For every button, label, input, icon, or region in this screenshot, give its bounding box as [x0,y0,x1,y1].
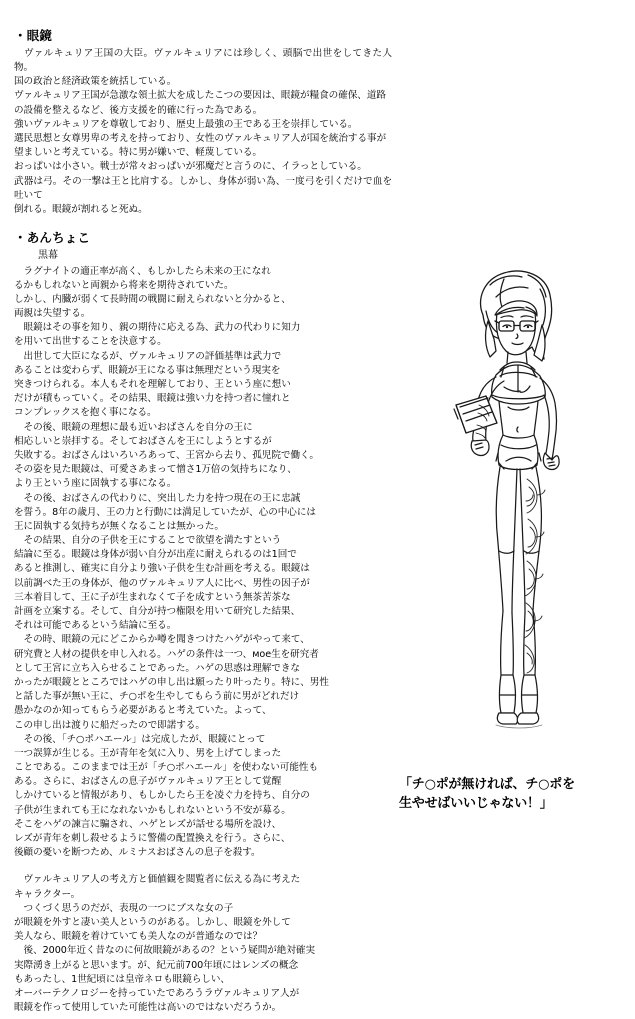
paragraph-line: 突きつけられる。本人もそれを理解しており、王という座に想い [14,379,291,390]
section-spacer [14,864,392,873]
paragraph-line: より王という座に固執する事になる。 [14,478,177,490]
paragraph-line: 失敗する。おばさんはいろいろあって、王宮から去り、孤児院で働く。 [14,449,319,461]
paragraph-line: 望ましいと考えている。特に男が嫌いで、軽蔑している。 [14,147,262,159]
paragraph-line: オーバーテクノロジーを持っていたであろうラヴァルキュリア人が [14,987,300,999]
paragraph-line: この申し出は渡りに船だったので即諾する。 [14,719,205,731]
paragraph-line: として王宮に立ち入らせることであった。ハゲの思惑は理解できな [14,662,300,674]
paragraph-line: それは可能であるという結論に至る。 [14,620,177,632]
paragraph-line: その姿を見た眼鏡は、可愛さあまって憎さ1万倍の気持ちになり、 [14,464,297,476]
paragraph-line: レズが青年を刺し殺せるように警備の配置換えを行う。さらに、 [14,833,291,844]
paragraph-line: しかけていると情報があり、もしかしたら王を凌ぐ力を持ち、自分の [14,790,310,802]
text-column [14,28,392,1019]
paragraph-line: 強いヴァルキュリアを尊敬しており、歴史上最強の王である王を崇拝している。 [14,118,358,130]
paragraph-line: 出世して大臣になるが、ヴァルキュリアの評価基準は武力で [14,350,282,362]
paragraph-line: 選民思想と女尊男卑の考えを持っており、女性のヴァルキュリア人が国を統治する事が [14,133,387,144]
paragraph-line: あることは変わらず、眼鏡が王になる事は無理だという現実を [14,364,281,376]
section-spacer [14,221,392,230]
paragraph-line: が眼鏡を外すと凄い美人というのがある。しかし、眼鏡を外して [14,916,291,928]
paragraph-line: 実際湧き上がると思います。が、紀元前700年頃にはレンズの概念 [14,959,299,971]
paragraph-line: 眼鏡を作って使用していた可能性は高いのではないだろうか。 [14,1002,282,1014]
paragraph-line: その後、「チ○ポハエール」は完成したが、眼鏡にとって [14,733,266,745]
paragraph-line: しかし、内臓が弱くて長時間の戦闘に耐えられないと分かると、 [14,293,291,305]
paragraph-line: 相応しいと崇拝する。そしておばさんを王にしようとするが [14,435,272,447]
paragraph-line: 武器は弓。その一撃は王と比肩する。しかし、身体が弱い為、一度弓を引くだけで血を吐いて [14,175,392,201]
section-megane [14,28,392,217]
paragraph-line: を誓う。8年の歳月、王の力と行動には満足していたが、心の中心には [14,506,316,518]
standing-female-character-line-art [400,255,625,775]
paragraph-line: おっぱいは小さい。戦士が常々おっぱいが邪魔だと言うのに、イラっとしている。 [14,161,367,173]
character-illustration [400,255,625,775]
caption-line-2: 生やせばいいじゃない！」 [399,795,553,811]
illustration-caption [399,776,631,814]
paragraph-line: 以前調べた王の身体が、他のヴァルキュリア人に比べ、男性の因子が [14,577,310,589]
paragraph-line: を用いて出世することを決意する。 [14,336,167,348]
section-subheading: 黒幕 [28,250,58,261]
paragraph-line: もあったし、1世紀頃には皇帝ネロも眼鏡らしい、 [14,973,230,985]
paragraph-line: と話した事が無い王に、チ○ポを生やしてもらう前に男がどれだけ [14,691,300,703]
section-heading: ・あんちょこ [14,230,91,246]
paragraph-line: るかもしれないと両親から将来を期待されていた。 [14,279,234,291]
section-afterword [14,873,392,1015]
paragraph-line: その後、眼鏡の理想に最も近いおばさんを自分の王に [14,421,253,433]
paragraph-line: その結果、自分の子供を王にすることで欲望を満たすという [14,535,282,547]
paragraph-line: ある。さらに、おばさんの息子がヴァルキュリア王として覚醒 [14,776,282,788]
paragraph-line: 子供が生まれても王になれないかもしれないという不安が募る。 [14,804,291,816]
paragraph-line: の設備を整えるなど、後方支援を的確に行った為である。 [14,104,263,116]
paragraph-line: 結論に至る。眼鏡は身体が弱い自分が出産に耐えられるのは1回で [14,549,297,561]
paragraph-line: ヴァルキュリア人の考え方と価値観を閲覧者に伝える為に考えた [14,874,301,886]
paragraph-line: 王に固執する気持ちが無くなることは無かった。 [14,520,224,532]
paragraph-line: コンプレックスを抱く事になる。 [14,407,157,419]
paragraph-line: 三本着目して、王に子が生まれなくて子を成すという無茶苦茶な [14,591,291,603]
paragraph-line: 倒れる。眼鏡が割れると死ぬ。 [14,203,148,215]
paragraph-line: だけが積もっていく。その結果、眼鏡は強い力を持つ者に憧れと [14,393,291,405]
paragraph-line: 一つ誤算が生じる。王が青年を気に入り、男を上げてしまった [14,747,282,759]
paragraph-line: 後顧の憂いを断つため、ルミナスおばさんの息子を殺す。 [14,847,261,859]
paragraph-line: あると推測し、確実に自分より強い子供を生む計画を考える。眼鏡は [14,563,310,575]
paragraph-line: ことである。このままでは王が「チ○ポハエール」を使わない可能性も [14,762,318,774]
paragraph-line: 後、2000年近く昔なのに何故眼鏡があるの？という疑問が絶対確実 [14,945,315,957]
paragraph-line: かったが眼鏡とところではハゲの申し出は願ったり叶ったり。特に、男性 [14,676,329,688]
paragraph-line: その後、おばさんの代わりに、突出した力を持つ現在の王に忠誠 [14,492,301,504]
paragraph-line: 計画を立案する。そして、自分が持つ権限を用いて研究した結果、 [14,606,301,617]
paragraph-line: ヴァルキュリア王国が急激な領土拡大を成したこつの要因は、眼鏡が糧食の確保、道路 [14,90,386,102]
paragraph-line: 両親は失望する。 [14,308,91,320]
paragraph-line: 愚かなのか知ってもらう必要があると考えていた。よって、 [14,705,272,717]
paragraph-line: 美人なら、眼鏡を着けていても美人なのが普通なのでは？ [14,931,263,943]
section-heading: ・眼鏡 [14,28,53,43]
paragraph-line: つくづく思うのだが、表現の一つにブスな女の子 [14,902,234,914]
paragraph-line: 国の政治と経済政策を統括している。 [14,76,177,88]
paragraph-line: 研究費と人材の提供を申し入れる。ハゲの条件は一つ、мое生を研究者 [14,648,319,660]
caption-line-1: 「チ○ポが無ければ、チ○ポを [399,777,575,792]
paragraph-line: キャラクター。 [14,888,81,900]
paragraph-line: 眼鏡はその事を知り、親の期待に応える為、武力の代わりに知力 [14,322,301,334]
paragraph-line: その時、眼鏡の元にどこからか噂を聞きつけたハゲがやって来て、 [14,634,310,646]
section-anchoko [14,230,392,860]
paragraph-line: ラグナイトの適正率が高く、もしかしたら未来の王になれ [14,265,271,277]
paragraph-line: ヴァルキュリア王国の大臣。ヴァルキュリアには珍しく、頭脳で出世をしてきた人物。 [14,47,392,74]
paragraph-line: そこをハゲの諫言に騙され、ハゲとレズが話せる場所を設け、 [14,818,282,830]
